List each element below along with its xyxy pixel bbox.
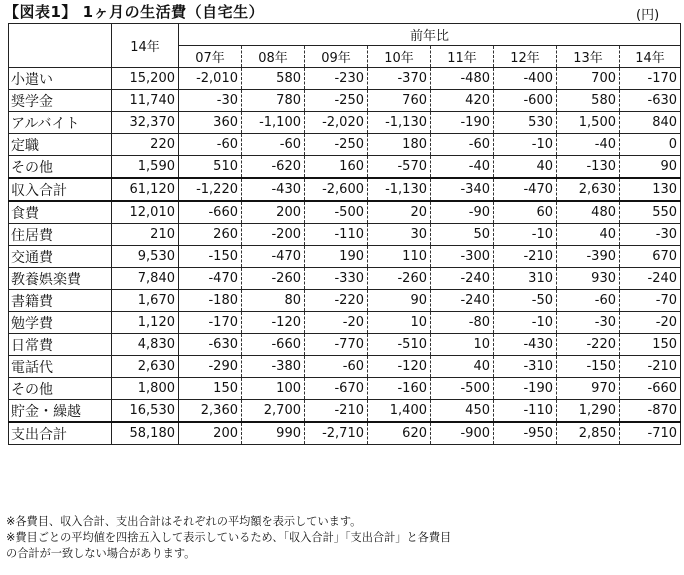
yoy-value: 930 [557, 268, 620, 290]
yoy-value: -150 [179, 246, 242, 268]
yoy-value: 180 [368, 134, 431, 156]
yoy-value: 580 [557, 90, 620, 112]
yoy-value: -30 [557, 312, 620, 334]
table-row [9, 90, 681, 112]
yoy-value: -620 [242, 156, 305, 179]
yoy-value: 100 [242, 378, 305, 400]
yoy-value: -630 [620, 90, 681, 112]
yoy-value: -340 [431, 178, 494, 201]
yoy-value: -710 [620, 422, 681, 445]
yoy-value: -10 [494, 312, 557, 334]
yoy-value: -660 [620, 378, 681, 400]
value-14: 7,840 [112, 268, 179, 290]
yoy-value: -2,010 [179, 68, 242, 90]
yoy-value: -190 [431, 112, 494, 134]
row-label: 支出合計 [9, 422, 112, 445]
yoy-value: 700 [557, 68, 620, 90]
table-row [9, 134, 681, 156]
yoy-value: 20 [368, 201, 431, 224]
table-row [9, 378, 681, 400]
yoy-value: 2,360 [179, 400, 242, 423]
yoy-value: 10 [368, 312, 431, 334]
yoy-value: 760 [368, 90, 431, 112]
yoy-value: 60 [494, 201, 557, 224]
yoy-value: 90 [620, 156, 681, 179]
table-title: 【図表1】 1ヶ月の生活費（自宅生） [4, 3, 265, 21]
yoy-value: -1,100 [242, 112, 305, 134]
table-row [9, 246, 681, 268]
value-14: 58,180 [112, 422, 179, 445]
yoy-value: -480 [431, 68, 494, 90]
yoy-value: -260 [368, 268, 431, 290]
table-row [9, 178, 681, 201]
yoy-value: 0 [620, 134, 681, 156]
row-label: 収入合計 [9, 178, 112, 201]
yoy-value: -30 [620, 224, 681, 246]
value-14: 9,530 [112, 246, 179, 268]
yoy-value: -250 [305, 90, 368, 112]
value-14: 210 [112, 224, 179, 246]
yoy-value: -660 [242, 334, 305, 356]
yoy-value: -160 [368, 378, 431, 400]
value-14: 61,120 [112, 178, 179, 201]
yoy-value: 550 [620, 201, 681, 224]
table-row [9, 112, 681, 134]
table-row [9, 422, 681, 445]
yoy-value: -900 [431, 422, 494, 445]
yoy-value: 160 [305, 156, 368, 179]
row-label: 日常費 [9, 334, 112, 356]
yoy-value: -170 [620, 68, 681, 90]
footnote-3: の合計が一致しない場合があります。 [6, 547, 196, 560]
yoy-value: 670 [620, 246, 681, 268]
yoy-value: -190 [494, 378, 557, 400]
row-label: 住居費 [9, 224, 112, 246]
table-row [9, 224, 681, 246]
yoy-value: -500 [431, 378, 494, 400]
yoy-value: -30 [179, 90, 242, 112]
yoy-value: -210 [494, 246, 557, 268]
year-header: 12年 [494, 46, 557, 68]
yoy-value: -470 [242, 246, 305, 268]
yoy-value: -150 [557, 356, 620, 378]
yoy-value: -870 [620, 400, 681, 423]
value-14: 1,120 [112, 312, 179, 334]
row-label: その他 [9, 156, 112, 179]
value-14: 1,590 [112, 156, 179, 179]
yoy-value: -120 [368, 356, 431, 378]
yoy-value: -600 [494, 90, 557, 112]
yoy-value: -570 [368, 156, 431, 179]
yoy-value: -470 [494, 178, 557, 201]
yoy-value: 420 [431, 90, 494, 112]
yoy-value: -10 [494, 224, 557, 246]
yoy-value: -240 [431, 268, 494, 290]
yoy-value: -310 [494, 356, 557, 378]
year-header: 09年 [305, 46, 368, 68]
footnote-1: ※各費目、収入合計、支出合計はそれぞれの平均額を表示しています。 [6, 515, 362, 528]
row-label: 定職 [9, 134, 112, 156]
yoy-value: -500 [305, 201, 368, 224]
yoy-value: -630 [179, 334, 242, 356]
year-header: 14年 [620, 46, 681, 68]
table-row [9, 356, 681, 378]
row-label: 電話代 [9, 356, 112, 378]
yoy-value: -20 [620, 312, 681, 334]
yoy-value: -470 [179, 268, 242, 290]
yoy-value: 780 [242, 90, 305, 112]
yoy-value: -1,130 [368, 178, 431, 201]
yoy-value: 80 [242, 290, 305, 312]
yoy-value: 200 [242, 201, 305, 224]
year-header: 11年 [431, 46, 494, 68]
yoy-value: -50 [494, 290, 557, 312]
yoy-value: 480 [557, 201, 620, 224]
value-14: 11,740 [112, 90, 179, 112]
value-14: 32,370 [112, 112, 179, 134]
yoy-value: 110 [368, 246, 431, 268]
yoy-value: -2,020 [305, 112, 368, 134]
yoy-value: -70 [620, 290, 681, 312]
yoy-value: -120 [242, 312, 305, 334]
table-row [9, 268, 681, 290]
yoy-value: -60 [305, 356, 368, 378]
yoy-value: -510 [368, 334, 431, 356]
yoy-value: -290 [179, 356, 242, 378]
value-14: 2,630 [112, 356, 179, 378]
value-14: 15,200 [112, 68, 179, 90]
yoy-value: 50 [431, 224, 494, 246]
yoy-value: 450 [431, 400, 494, 423]
footnotes [6, 514, 451, 562]
year-header: 07年 [179, 46, 242, 68]
yoy-value: -330 [305, 268, 368, 290]
yoy-value: -300 [431, 246, 494, 268]
yoy-value: -770 [305, 334, 368, 356]
value-14: 1,670 [112, 290, 179, 312]
row-label: 食費 [9, 201, 112, 224]
year-header: 10年 [368, 46, 431, 68]
yoy-value: 1,500 [557, 112, 620, 134]
yoy-value: -170 [179, 312, 242, 334]
table-row [9, 68, 681, 90]
table-row [9, 400, 681, 423]
yoy-value: 310 [494, 268, 557, 290]
yoy-value: 30 [368, 224, 431, 246]
value-14: 12,010 [112, 201, 179, 224]
yoy-value: -1,220 [179, 178, 242, 201]
yoy-value: -230 [305, 68, 368, 90]
value-14: 16,530 [112, 400, 179, 423]
yoy-value: -210 [620, 356, 681, 378]
table-row [9, 156, 681, 179]
yoy-value: 130 [620, 178, 681, 201]
group-header-yoy: 前年比 [179, 24, 681, 46]
yoy-value: -60 [557, 290, 620, 312]
year-header: 08年 [242, 46, 305, 68]
yoy-value: -40 [557, 134, 620, 156]
table-row [9, 334, 681, 356]
yoy-value: -110 [494, 400, 557, 423]
row-label: その他 [9, 378, 112, 400]
row-label: 貯金・繰越 [9, 400, 112, 423]
yoy-value: -130 [557, 156, 620, 179]
yoy-value: -80 [431, 312, 494, 334]
table-row [9, 312, 681, 334]
yoy-value: -660 [179, 201, 242, 224]
yoy-value: 580 [242, 68, 305, 90]
yoy-value: -200 [242, 224, 305, 246]
unit-label: (円) [636, 8, 660, 23]
yoy-value: 10 [431, 334, 494, 356]
yoy-value: -220 [305, 290, 368, 312]
value-14: 220 [112, 134, 179, 156]
row-label: 書籍費 [9, 290, 112, 312]
yoy-value: -380 [242, 356, 305, 378]
yoy-value: -260 [242, 268, 305, 290]
yoy-value: -10 [494, 134, 557, 156]
yoy-value: -210 [305, 400, 368, 423]
yoy-value: -60 [242, 134, 305, 156]
yoy-value: -370 [368, 68, 431, 90]
yoy-value: -430 [494, 334, 557, 356]
yoy-value: 1,400 [368, 400, 431, 423]
yoy-value: -180 [179, 290, 242, 312]
yoy-value: -2,710 [305, 422, 368, 445]
yoy-value: -400 [494, 68, 557, 90]
yoy-value: 40 [431, 356, 494, 378]
yoy-value: -40 [431, 156, 494, 179]
yoy-value: 2,630 [557, 178, 620, 201]
yoy-value: -60 [179, 134, 242, 156]
yoy-value: 40 [557, 224, 620, 246]
yoy-value: 620 [368, 422, 431, 445]
yoy-value: -2,600 [305, 178, 368, 201]
row-label: 教養娯楽費 [9, 268, 112, 290]
corner-cell [9, 24, 112, 68]
yoy-value: -430 [242, 178, 305, 201]
yoy-value: 2,850 [557, 422, 620, 445]
yoy-value: -670 [305, 378, 368, 400]
yoy-value: -390 [557, 246, 620, 268]
yoy-value: 150 [179, 378, 242, 400]
living-cost-table [8, 23, 681, 445]
col-header-14: 14年 [112, 24, 179, 68]
footnote-2: ※費目ごとの平均値を四捨五入して表示しているため、「収入合計」「支出合計」と各費目 [6, 531, 452, 544]
yoy-value: 1,290 [557, 400, 620, 423]
yoy-value: -240 [620, 268, 681, 290]
yoy-value: 90 [368, 290, 431, 312]
table-row [9, 290, 681, 312]
yoy-value: 190 [305, 246, 368, 268]
yoy-value: -240 [431, 290, 494, 312]
yoy-value: 360 [179, 112, 242, 134]
value-14: 1,800 [112, 378, 179, 400]
yoy-value: 840 [620, 112, 681, 134]
yoy-value: 40 [494, 156, 557, 179]
yoy-value: -1,130 [368, 112, 431, 134]
yoy-value: 530 [494, 112, 557, 134]
yoy-value: 260 [179, 224, 242, 246]
table-row [9, 201, 681, 224]
yoy-value: -60 [431, 134, 494, 156]
yoy-value: -90 [431, 201, 494, 224]
yoy-value: 200 [179, 422, 242, 445]
yoy-value: -20 [305, 312, 368, 334]
year-header: 13年 [557, 46, 620, 68]
row-label: 小遣い [9, 68, 112, 90]
row-label: 奨学金 [9, 90, 112, 112]
yoy-value: 990 [242, 422, 305, 445]
value-14: 4,830 [112, 334, 179, 356]
row-label: 交通費 [9, 246, 112, 268]
row-label: 勉学費 [9, 312, 112, 334]
yoy-value: -220 [557, 334, 620, 356]
yoy-value: -950 [494, 422, 557, 445]
yoy-value: 970 [557, 378, 620, 400]
yoy-value: -110 [305, 224, 368, 246]
yoy-value: 150 [620, 334, 681, 356]
yoy-value: -250 [305, 134, 368, 156]
yoy-value: 2,700 [242, 400, 305, 423]
yoy-value: 510 [179, 156, 242, 179]
row-label: アルバイト [9, 112, 112, 134]
